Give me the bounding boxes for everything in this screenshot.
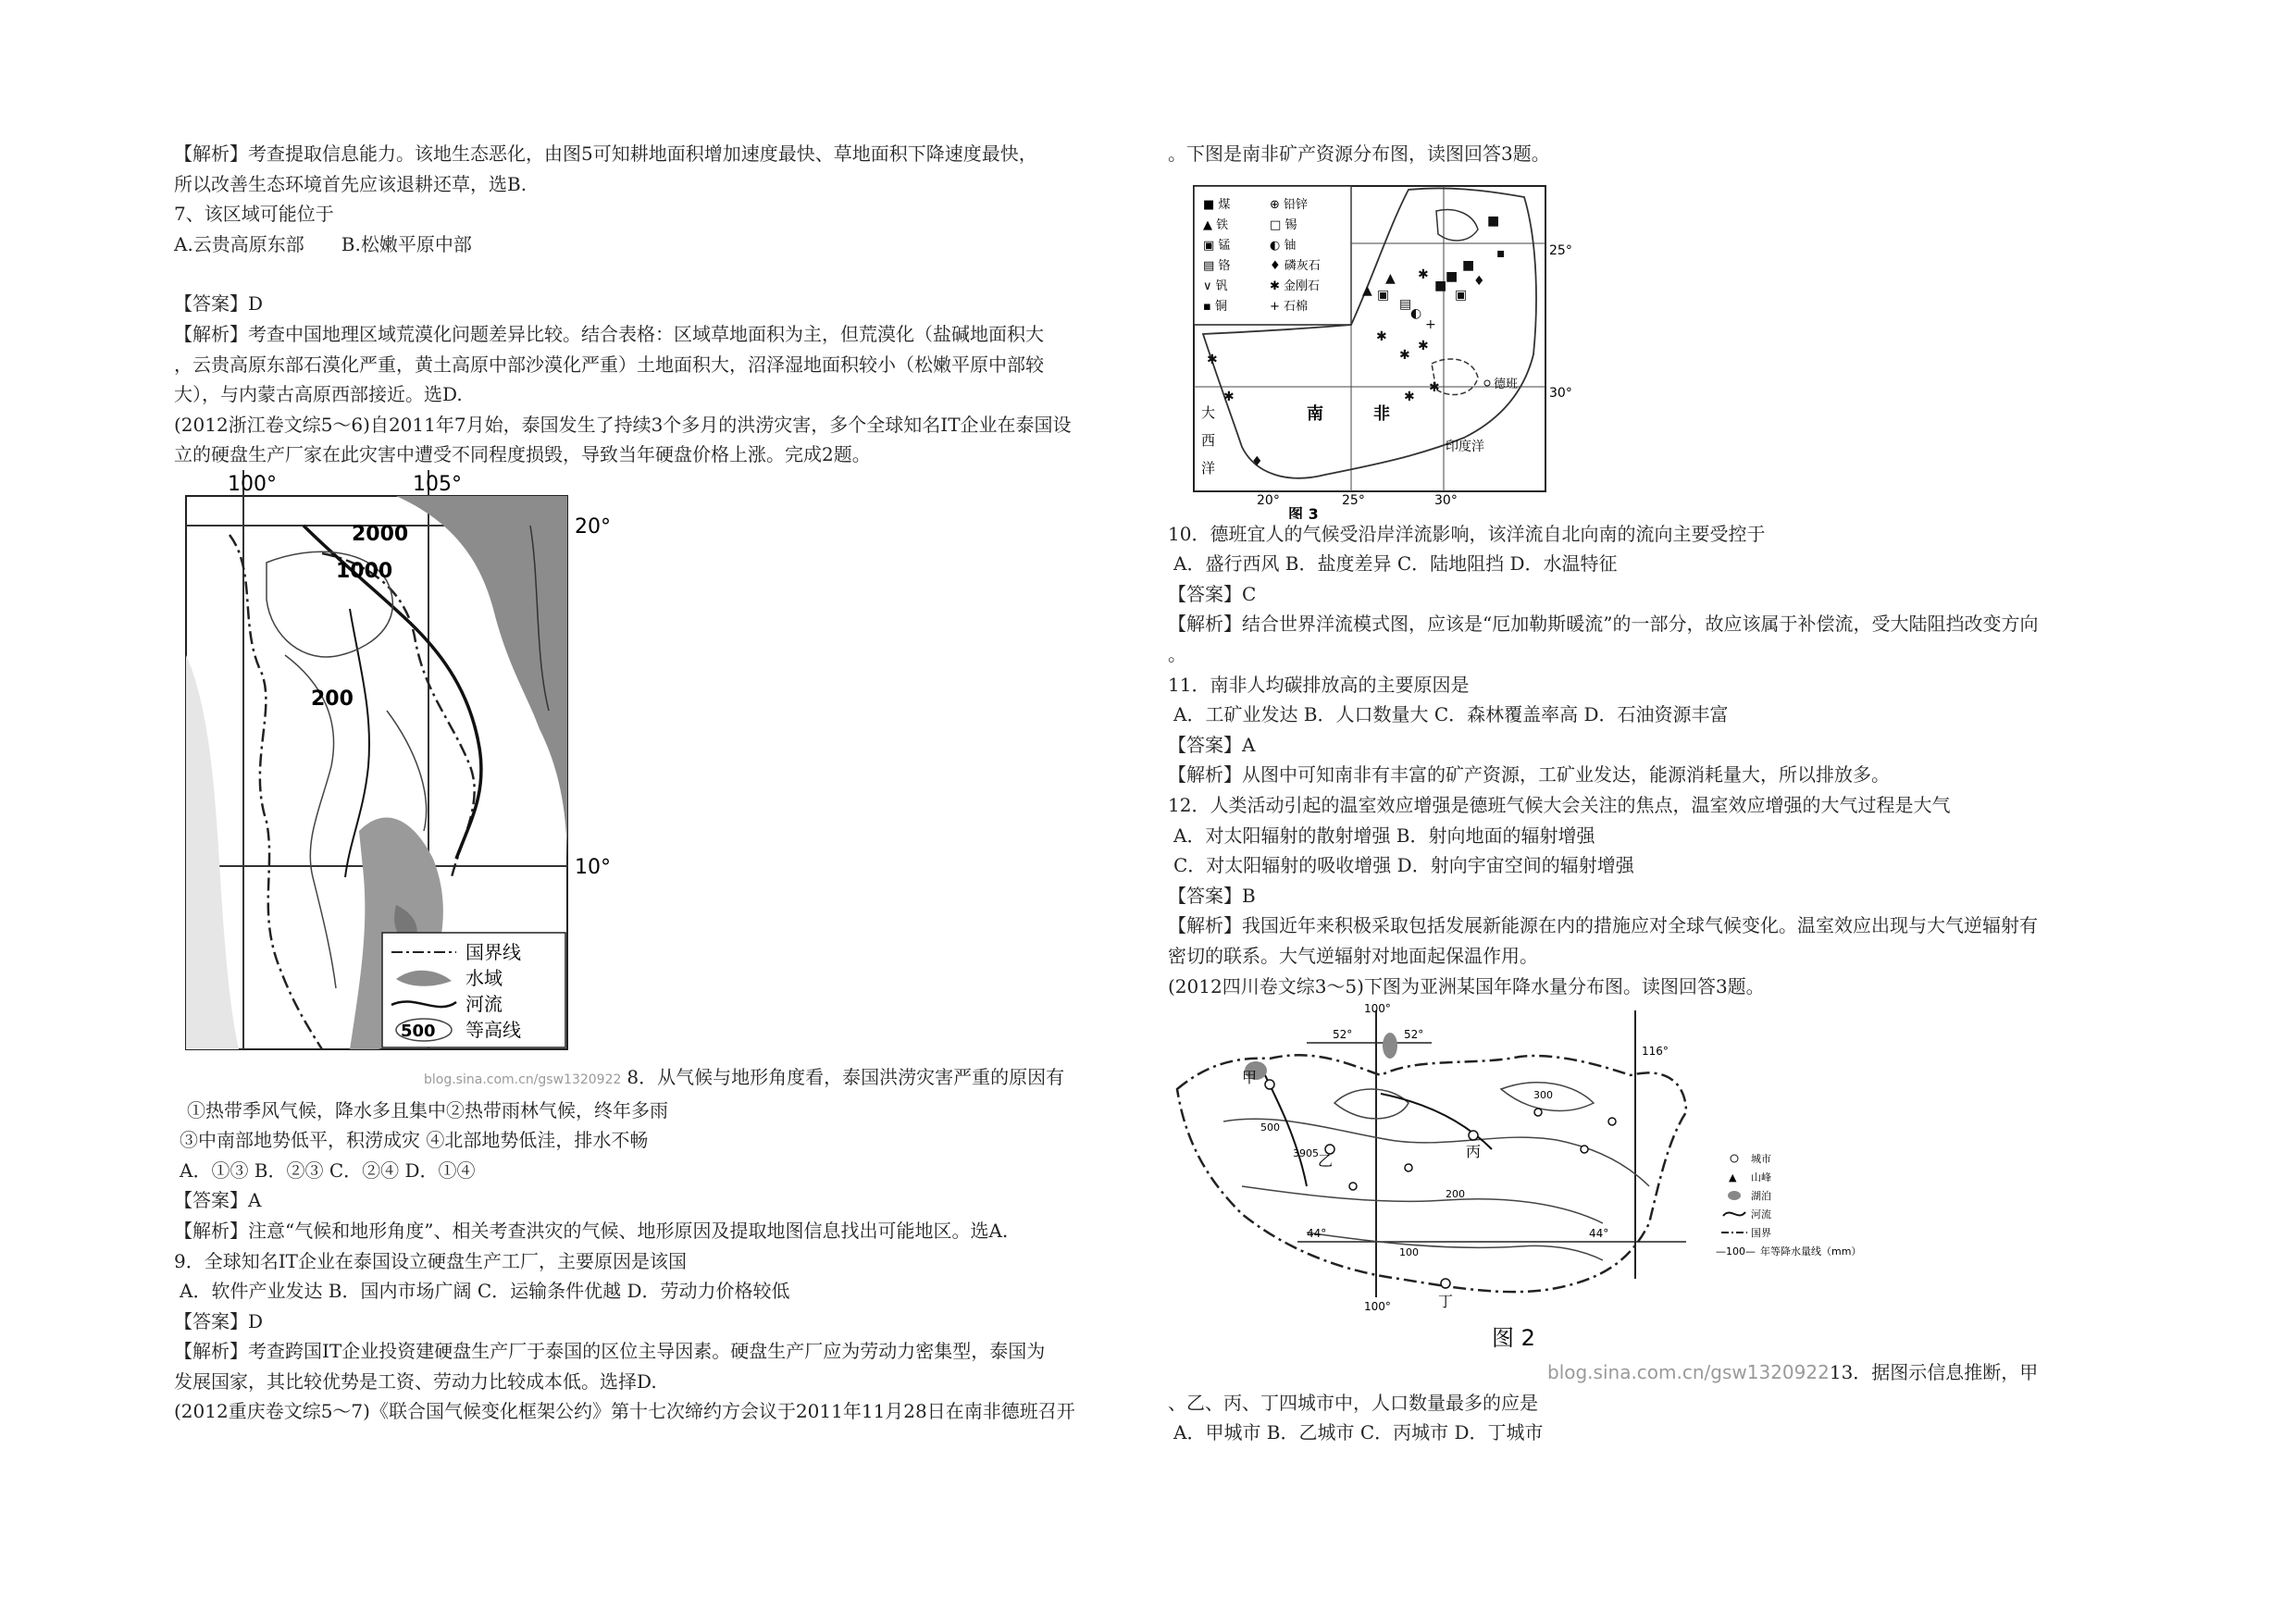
legend-asbestos: + 石棉 [1270, 299, 1309, 314]
svg-text:✱: ✱ [1223, 389, 1235, 404]
question-10: 10．德班宜人的气候受沿岸洋流影响，该洋流自北向南的流向主要受控于 [1168, 522, 1766, 545]
legend-coal: ■ 煤 [1203, 197, 1231, 212]
left-column [174, 139, 1127, 1427]
question-11: 11．南非人均碳排放高的主要原因是 [1168, 673, 1470, 696]
question-8-line1: ①热带季风气候，降水多且集中②热带雨林气候，终年多雨 [187, 1098, 668, 1121]
contour-label-2000: 2000 [352, 522, 409, 546]
lon-label-100-bottom: 100° [1364, 1300, 1391, 1314]
analysis-text: 【解析】考查提取信息能力。该地生态恶化，由图5可知耕地面积增加速度最快、草地面积下降速度最快， [174, 142, 1037, 165]
question-8-options: A．①③ B．②③ C．②④ D．①④ [180, 1158, 476, 1182]
isohyet-100: 100 [1399, 1246, 1419, 1259]
legend-manganese: ▣ 锰 [1203, 238, 1231, 253]
mongolia-map-figure [1168, 1001, 2121, 1357]
city-ding: 丁 [1438, 1293, 1454, 1311]
isohyet-200: 200 [1446, 1188, 1465, 1201]
question-7: 7、该区域可能位于 [174, 203, 334, 226]
analysis-12-line2: 密切的联系。大气逆辐射对地面起保温作用。 [1168, 944, 1538, 967]
analysis-11: 【解析】从图中可知南非有丰富的矿产资源，工矿业发达，能源消耗量大，所以排放多。 [1168, 763, 1890, 787]
legend-border: 国界线 [465, 940, 521, 963]
ocean-atlantic-3: 洋 [1201, 459, 1216, 477]
legend-contour: 等高线 [465, 1018, 521, 1041]
lon-label-116: 116° [1642, 1045, 1669, 1059]
lon-label-100: 100° [1364, 1002, 1391, 1016]
analysis-9-line1: 【解析】考查跨国IT企业投资建硬盘生产厂于泰国的区位主导因素。硬盘生产厂应为劳动力密集型，泰国为 [174, 1340, 1046, 1363]
question-12: 12．人类活动引起的温室效应增强是德班气候大会关注的焦点，温室效应增强的大气过程是大气 [1168, 793, 1951, 816]
ocean-indian: 印度洋 [1446, 439, 1484, 454]
intro-zhejiang-line1: (2012浙江卷文综5～6)自2011年7月始，泰国发生了持续3个多月的洪涝灾害，多个全球知名IT企业在泰国设 [174, 413, 1072, 436]
lat-label-25: 25° [1549, 242, 1572, 258]
lon-label-25: 25° [1342, 492, 1365, 508]
right-column [1168, 139, 2121, 1448]
legend-river: 河流 [465, 992, 503, 1015]
svg-text:▣: ▣ [1455, 287, 1468, 303]
legend-tin: □ 锡 [1270, 217, 1297, 232]
lon-label-100: 100° [228, 472, 277, 496]
legend-isohyet: 年等降水量线（mm） [1760, 1245, 1862, 1258]
analysis-text: 所以改善生态环境首先应该退耕还草，选B. [174, 172, 527, 195]
lat-label-30: 30° [1549, 385, 1572, 401]
analysis-7-line2: ，云贵高原东部石漠化严重，黄土高原中部沙漠化严重）土地面积大，沼泽湿地面积较小（松嫩平原中部较 [174, 353, 1044, 376]
spacer [174, 259, 1127, 289]
lat-label-44-right: 44° [1589, 1227, 1609, 1241]
answer-10: 【答案】C [1168, 582, 1257, 605]
svg-text:✱: ✱ [1399, 347, 1410, 363]
question-9-options: A．软件产业发达 B．国内市场广阔 C．运输条件优越 D．劳动力价格较低 [180, 1280, 790, 1303]
svg-text:✱: ✱ [1418, 338, 1429, 353]
svg-text:✱: ✱ [1429, 379, 1440, 395]
city-yi: 乙 [1318, 1152, 1334, 1171]
lat-label-52-left: 52° [1333, 1028, 1353, 1042]
legend-river: 河流 [1751, 1208, 1771, 1221]
question-7-options: A.云贵高原东部 B.松嫩平原中部 [174, 232, 472, 255]
svg-text:✱: ✱ [1376, 328, 1387, 344]
contour-label-200: 200 [311, 687, 354, 711]
analysis-9-line2: 发展国家，其比较优势是工资、劳动力比较成本低。选择D. [174, 1369, 657, 1393]
svg-text:▣: ▣ [1377, 287, 1390, 303]
analysis-10-line1: 【解析】结合世界洋流模式图，应该是“厄加勒斯暖流”的一部分，故应该属于补偿流，受大陆阻挡改变方向 [1168, 613, 2039, 636]
svg-text:✱: ✱ [1418, 266, 1429, 282]
legend-copper: ▪ 铜 [1203, 299, 1227, 314]
question-12-options-1: A．对太阳辐射的散射增强 B．射向地面的辐射增强 [1173, 824, 1595, 847]
intro-sichuan: (2012四川卷文综3～5)下图为亚洲某国年降水量分布图。读图回答3题。 [1168, 974, 1765, 997]
intro-tail: 。下图是南非矿产资源分布图，读图回答3题。 [1168, 142, 1550, 165]
analysis-10-line2: 。 [1168, 642, 1186, 665]
figure-caption-3: 图 3 [1288, 504, 1319, 519]
city-bing: 丙 [1466, 1143, 1482, 1161]
legend-leadzinc: ⊕ 铅锌 [1270, 197, 1309, 212]
legend-city: 城市 [1751, 1153, 1771, 1166]
legend-iron: ▲ 铁 [1203, 217, 1229, 232]
analysis-7-line3: 大），与内蒙古高原西部接近。选D. [174, 383, 463, 406]
analysis-8: 【解析】注意“气候和地形角度”、相关考查洪灾的气候、地形原因及提取地图信息找出可能地区。选A. [174, 1219, 1009, 1242]
question-13-options: A．甲城市 B．乙城市 C．丙城市 D．丁城市 [1173, 1421, 1544, 1444]
legend-diamond: ✱ 金刚石 [1270, 279, 1321, 293]
figure-caption-2: 图 2 [1492, 1325, 1535, 1352]
intro-chongqing: (2012重庆卷文综5～7)《联合国气候变化框架公约》第十七次缔约方会议于2011年11月28日在南非德班召开 [174, 1400, 1075, 1423]
isohyet-500: 500 [1260, 1121, 1280, 1134]
answer-11: 【答案】A [1168, 733, 1256, 756]
peak-elevation: 3905 [1293, 1147, 1319, 1160]
svg-text:■: ■ [1434, 278, 1447, 293]
svg-text:■: ■ [1462, 257, 1475, 273]
svg-text:✱: ✱ [1404, 389, 1415, 404]
legend-apatite: ♦ 磷灰石 [1270, 258, 1321, 273]
svg-text:✱: ✱ [1207, 352, 1218, 367]
lon-label-20: 20° [1257, 492, 1280, 508]
intro-zhejiang-line2: 立的硬盘生产厂家在此灾害中遭受不同程度损毁，导致当年硬盘价格上涨。完成2题。 [174, 443, 871, 466]
question-10-options: A．盛行西风 B．盐度差异 C．陆地阻挡 D．水温特征 [1173, 552, 1618, 576]
city-durban: 德班 [1494, 377, 1519, 391]
precip-legend [1716, 1153, 1861, 1258]
question-8: blog.sina.com.cn/gsw1320922 8．从气候与地形角度看，泰国洪涝灾害严重的原因有 [424, 1065, 1065, 1088]
thailand-map [174, 470, 1127, 1062]
question-13: blog.sina.com.cn/gsw132092213．据图示信息推断，甲 [1547, 1361, 2039, 1384]
svg-text:▲: ▲ [1362, 282, 1372, 298]
south-africa-map [1168, 169, 2121, 519]
question-9: 9．全球知名IT企业在泰国设立硬盘生产工厂，主要原因是该国 [174, 1249, 687, 1272]
lat-label-44-left: 44° [1307, 1227, 1327, 1241]
legend-border: 国界 [1751, 1227, 1771, 1240]
blog-watermark-small: blog.sina.com.cn/gsw1320922 [424, 1072, 622, 1087]
lon-label-30: 30° [1434, 492, 1458, 508]
question-8-line2: ③中南部地势低平，积涝成灾 ④北部地势低洼，排水不畅 [180, 1129, 649, 1152]
answer-7: 【答案】D [174, 292, 264, 316]
answer-8: 【答案】A [174, 1189, 262, 1212]
thailand-map-figure [174, 470, 1127, 1062]
question-12-options-2: C．对太阳辐射的吸收增强 D．射向宇宙空间的辐射增强 [1173, 854, 1634, 877]
legend-isohyet-sample: —100— [1716, 1245, 1756, 1258]
svg-text:▪: ▪ [1496, 245, 1506, 261]
svg-text:▤: ▤ [1399, 296, 1412, 312]
legend-vanadium: ∨ 钒 [1203, 279, 1228, 293]
city-jia: 甲 [1242, 1069, 1258, 1087]
analysis-7-line1: 【解析】考查中国地理区域荒漠化问题差异比较。结合表格：区域草地面积为主，但荒漠化（盐碱地面积大 [174, 322, 1044, 345]
svg-text:+: + [1425, 316, 1436, 332]
answer-12: 【答案】B [1168, 884, 1256, 907]
answer-9: 【答案】D [174, 1309, 264, 1332]
blog-watermark: blog.sina.com.cn/gsw1320922 [1547, 1361, 1830, 1384]
analysis-12-line1: 【解析】我国近年来积极采取包括发展新能源在内的措施应对全球气候变化。温室效应出现与大气逆辐射有 [1168, 914, 2038, 937]
mongolia-map [1168, 1001, 2121, 1357]
country-label-2: 非 [1373, 403, 1390, 424]
lat-label-20: 20° [575, 514, 611, 539]
lat-label-52-right: 52° [1404, 1028, 1424, 1042]
svg-text:■: ■ [1446, 268, 1458, 284]
south-africa-map-figure [1168, 169, 2121, 519]
legend-chromium: ▤ 铬 [1203, 258, 1231, 273]
legend-water: 水域 [465, 966, 503, 989]
svg-text:▲: ▲ [1385, 270, 1396, 286]
svg-text:■: ■ [1487, 213, 1500, 229]
question-11-options: A．工矿业发达 B．人口数量大 C．森林覆盖率高 D．石油资源丰富 [1173, 703, 1729, 726]
contour-label-1000: 1000 [336, 559, 393, 583]
legend-lake: 湖泊 [1751, 1190, 1771, 1203]
country-label-1: 南 [1307, 403, 1323, 424]
question-13-line2: 、乙、丙、丁四城市中，人口数量最多的应是 [1168, 1391, 1538, 1414]
legend-uranium: ◐ 铀 [1270, 238, 1297, 253]
isohyet-300: 300 [1533, 1089, 1553, 1102]
legend-contour-value: 500 [401, 1021, 436, 1041]
svg-text:▲: ▲ [1729, 1171, 1737, 1184]
ocean-atlantic-1: 大 [1201, 403, 1216, 421]
svg-text:♦: ♦ [1251, 453, 1263, 469]
svg-text:◐: ◐ [1410, 305, 1422, 321]
ocean-atlantic-2: 西 [1201, 431, 1216, 449]
legend-peak: 山峰 [1751, 1171, 1771, 1184]
lon-label-105: 105° [413, 472, 462, 496]
svg-text:♦: ♦ [1473, 273, 1485, 289]
lat-label-10: 10° [575, 855, 611, 879]
